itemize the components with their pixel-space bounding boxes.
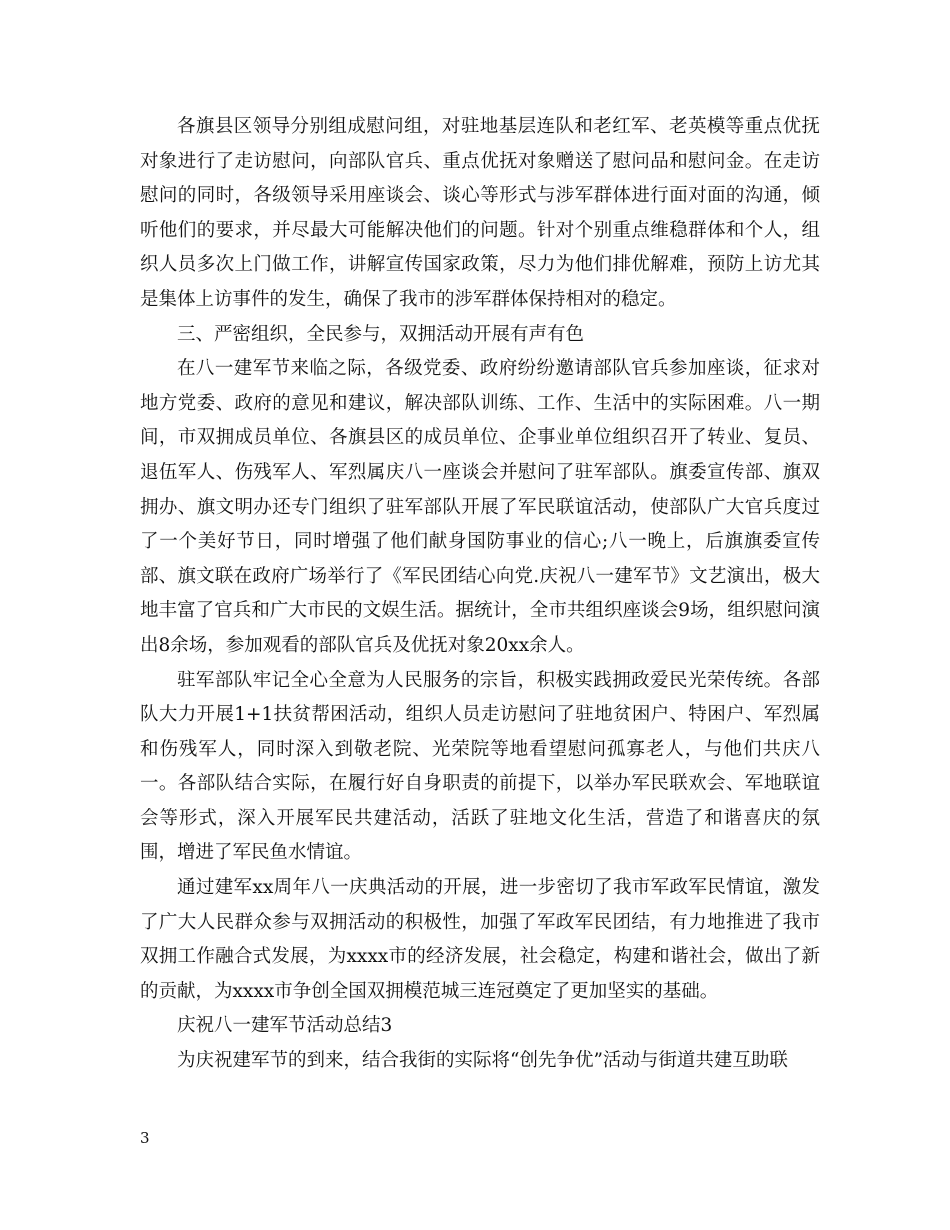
paragraph-visits: 各旗县区领导分别组成慰问组，对驻地基层连队和老红军、老英模等重点优抚对象进行了走访慰问，向部队官兵、重点优抚对象赠送了慰问品和慰问金。在走访慰问的同时，各级领导采用座谈会、谈心等形式与涉军群体进行面对面的沟通，倾听他们的要求，并尽最大可能解决他们的问题。针对个别重点维稳群体和个人，组织人员多次上门做工作，讲解宣传国家政策，尽力为他们排优解难，预防上访尤其是集体上访事件的发生，确保了我市的涉军群体保持相对的稳定。 <box>140 116 820 310</box>
paragraph-garrison-troops: 驻军部队牢记全心全意为人民服务的宗旨，积极实践拥政爱民光荣传统。各部队大力开展1+1扶贫帮困活动，组织人员走访慰问了驻地贫困户、特困户、军烈属和伤残军人，同时深入到敬老院、光荣院等地看望慰问孤寡老人，与他们共庆八一。各部队结合实际，在履行好自身职责的前提下，以举办军民联欢会、军地联谊会等形式，深入开展军民共建活动，活跃了驻地文化生活，营造了和谐喜庆的氛围，增进了军民鱼水情谊。 <box>140 669 820 864</box>
paragraph-conclusion: 通过建军xx周年八一庆典活动的开展，进一步密切了我市军政军民情谊，激发了广大人民群众参与双拥活动的积极性，加强了军政军民团结，有力地推进了我市双拥工作融合式发展，为xxxx市的经济发展，社会稳定，构建和谐社会，做出了新的贡献，为xxxx市争创全国双拥模范城三连冠奠定了更加坚实的基础。 <box>140 877 820 1002</box>
paragraph-summary-3-intro: 为庆祝建军节的到来，结合我街的实际将“创先争优”活动与街道共建互助联 <box>177 1050 788 1072</box>
paragraph-bayi-activities: 在八一建军节来临之际，各级党委、政府纷纷邀请部队官兵参加座谈，征求对地方党委、政府的意见和建议，解决部队训练、工作、生活中的实际困难。八一期间，市双拥成员单位、各旗县区的成员单位、企事业单位组织召开了转业、复员、退伍军人、伤残军人、军烈属庆八一座谈会并慰问了驻军部队。旗委宣传部、旗双拥办、旗文明办还专门组织了驻军部队开展了军民联谊活动，使部队广大官兵度过了一个美好节日，同时增强了他们献身国防事业的信心;八一晚上，后旗旗委宣传部、旗文联在政府广场举行了《军民团结心向党.庆祝八一建军节》文艺演出，极大地丰富了官兵和广大市民的文娱生活。据统计，全市共组织座谈会9场，组织慰问演出8余场，参加观看的部队官兵及优抚对象20xx余人。 <box>140 358 820 656</box>
page-number: 3 <box>140 1129 150 1147</box>
document-body <box>140 110 820 1079</box>
summary-title-3: 庆祝八一建军节活动总结3 <box>177 1015 393 1037</box>
section-heading-three: 三、严密组织，全民参与，双拥活动开展有声有色 <box>177 323 585 345</box>
